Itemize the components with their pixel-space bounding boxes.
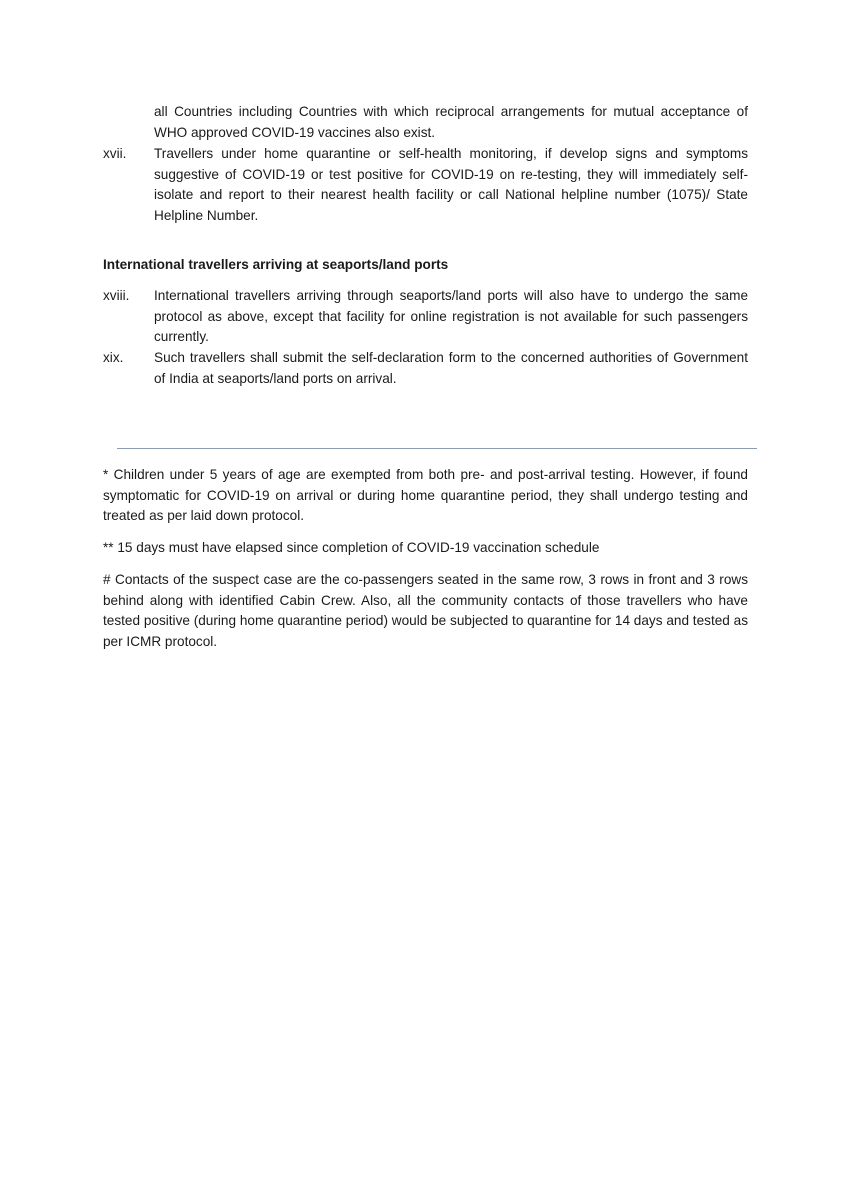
footnote-separator <box>117 448 757 449</box>
footnote-children-exemption: * Children under 5 years of age are exempted from both pre- and post-arrival testing. However, if found symptomatic for COVID-19 on arrival or during home quarantine period, they shall undergo testing and treated as per laid down protocol. <box>103 467 748 524</box>
continuation-paragraph: all Countries including Countries with which reciprocal arrangements for mutual acceptance of WHO approved COVID-19 vaccines also exist. <box>154 104 748 140</box>
footnote-vaccination-schedule: ** 15 days must have elapsed since completion of COVID-19 vaccination schedule <box>103 540 600 555</box>
footnote-contacts-definition: # Contacts of the suspect case are the co-passengers seated in the same row, 3 rows in front and 3 rows behind along with identified Cabin Crew. Also, all the community contacts of those travellers who have tested positive (during home quarantine period) would be subjected to quarantine for 14 days and tested as per ICMR protocol. <box>103 572 748 649</box>
section-heading: International travellers arriving at seaports/land ports <box>103 257 449 272</box>
list-item-number: xvii. <box>103 146 127 161</box>
list-item-number: xviii. <box>103 288 130 303</box>
list-item-text: International travellers arriving through seaports/land ports will also have to undergo the same protocol as above, except that facility for online registration is not available for such passengers currently. <box>154 288 748 345</box>
list-item-text: Such travellers shall submit the self-declaration form to the concerned authorities of Government of India at seaports/land ports on arrival. <box>154 350 748 386</box>
list-item-text: Travellers under home quarantine or self-health monitoring, if develop signs and symptoms suggestive of COVID-19 or test positive for COVID-19 on re-testing, they will immediately self-isolate and report to their nearest health facility or call National helpline number (1075)/ State Helpline Number. <box>154 146 748 223</box>
list-item-number: xix. <box>103 350 124 365</box>
